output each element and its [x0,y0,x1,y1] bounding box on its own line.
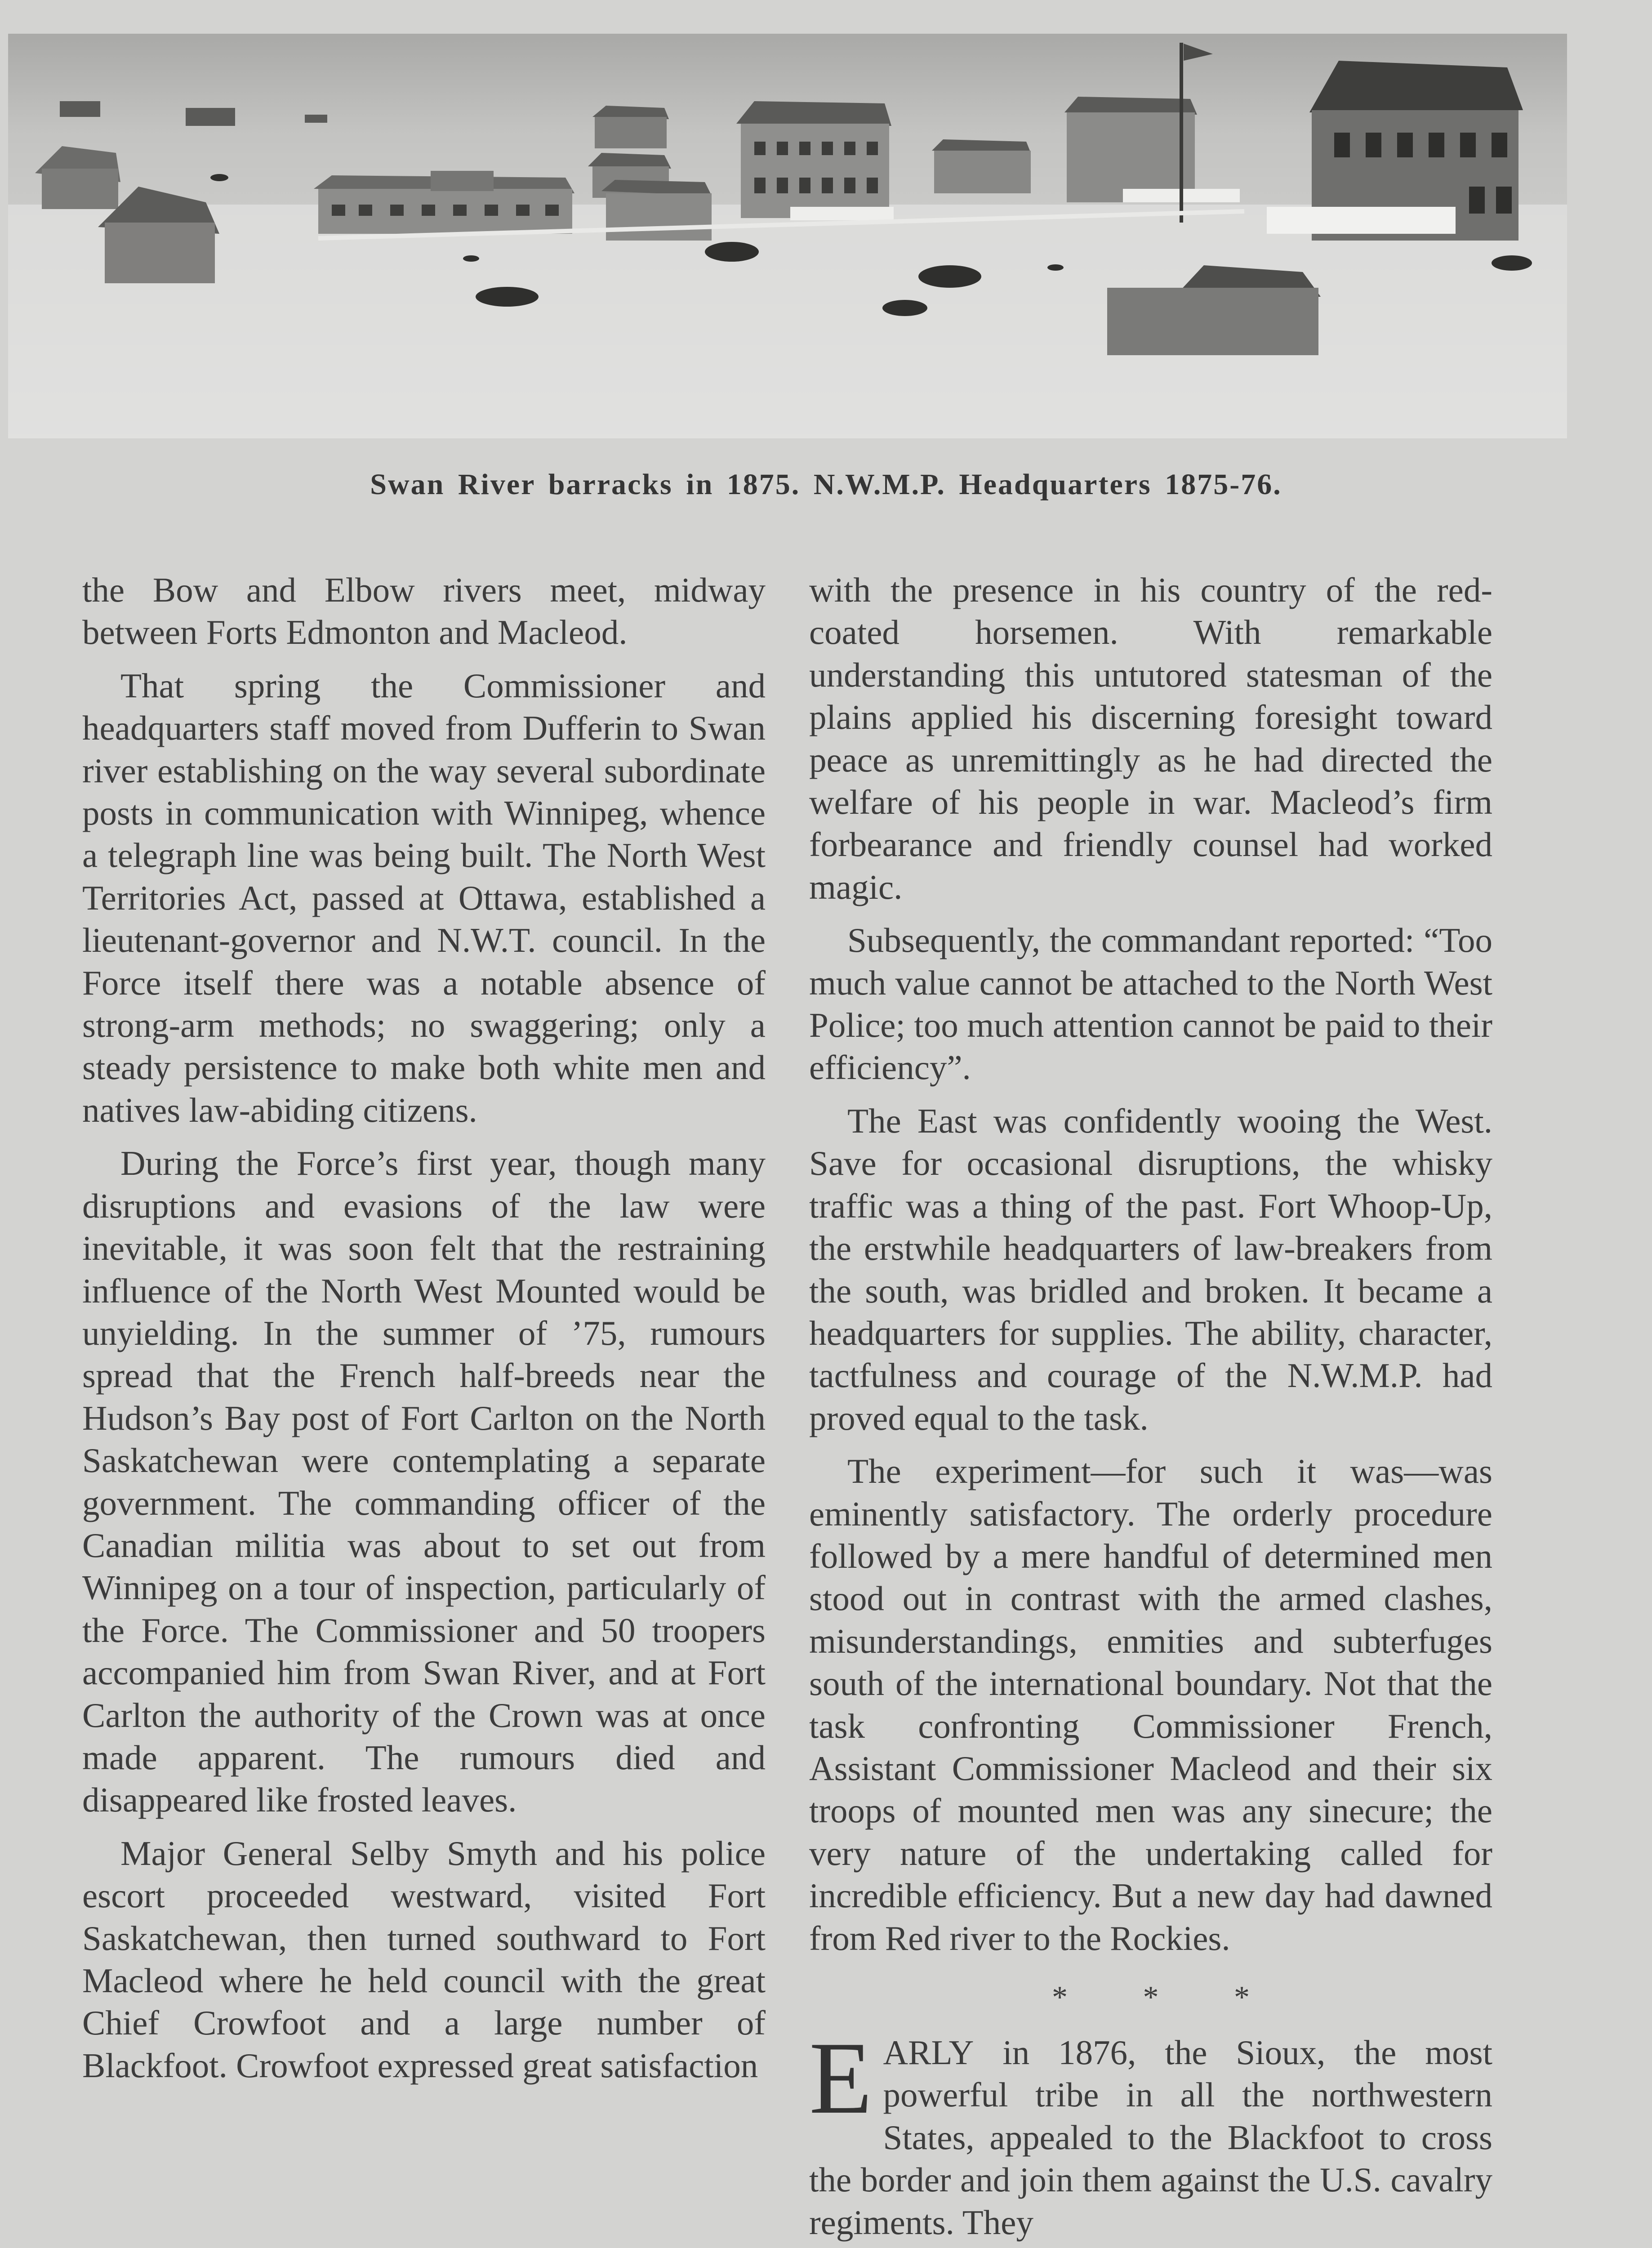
small-caps-lead: ARLY [883,2033,974,2072]
paragraph: Subsequently, the commandant reported: “Too much value cannot be attached to the North West Police; too much attention cannot be paid to their efficiency”. [809,921,1492,1087]
paragraph: the Bow and Elbow rivers meet, midway between Forts Edmonton and Macleod. [82,571,766,652]
photo-caption: Swan River barracks in 1875. N.W.M.P. Headquarters 1875-76. [370,468,1282,501]
section-separator: * * * [1052,1980,1250,2015]
paragraph-text: in 1876, the Sioux, the most powerful tribe in all the northwestern States, appealed to the Blackfoot to cross the border and join them against the U.S. cavalry regiments. They [809,2033,1492,2242]
left-column [82,569,766,2087]
paragraph: Major General Selby Smyth and his police escort proceeded westward, visited Fort Saskatchewan, then turned southward to Fort Macleod where he held council with the great Chief Crowfoot and a large number of Blackfoot. Crowfoot expressed great satisfaction [82,1833,766,2085]
barracks-photo [8,34,1567,438]
drop-cap-paragraph [809,2021,1492,2244]
paragraph: The experiment—for such it was—was eminently satisfactory. The orderly procedure followed by a mere handful of determined men stood out in contrast with the armed clashes, misunderstandings, enmities and subterfuges south of the international boundary. Not that the task confronting Commissioner French, Assistant Commissioner Macleod and their six troops of mounted men was any sinecure; the very nature of the undertaking called for incredible efficiency. But a new day had dawned from Red river to the Rockies. [809,1452,1492,1958]
drop-cap: E [809,2021,873,2135]
paragraph: with the presence in his country of the red-coated horsemen. With remarkable understanding this untutored statesman of the plains applied his discerning foresight toward peace as unremittingly as he had directed the welfare of his people in war. Macleod’s firm forbearance and friendly counsel had worked magic. [809,571,1492,906]
paragraph: During the Force’s first year, though many disruptions and evasions of the law were inevitable, it was soon felt that the restraining influence of the North West Mounted would be unyielding. In the summer of ’75, rumours spread that the French half-breeds near the Hudson’s Bay post of Fort Carlton on the North Saskatchewan were contemplating a separate government. The commanding officer of the Canadian militia was about to set out from Winnipeg on a tour of inspection, particularly of the Force. The Commissioner and 50 troopers accompanied him from Swan River, and at Fort Carlton the authority of the Crown was at once made apparent. The rumours died and disappeared like frosted leaves. [82,1144,766,1820]
right-column [809,569,1492,2244]
paragraph: The East was confidently wooing the West. Save for occasional disruptions, the whisky traffic was a thing of the past. Fort Whoop-Up, the erstwhile headquarters of law-breakers from the south, was bridled and broken. It became a headquarters for supplies. The ability, character, tactfulness and courage of the N.W.M.P. had proved equal to the task. [809,1101,1492,1437]
paragraph: That spring the Commissioner and headquarters staff moved from Dufferin to Swan river establishing on the way several subordinate posts in communication with Winnipeg, whence a telegraph line was being built. The North West Territories Act, passed at Ottawa, established a lieutenant-governor and N.W.T. council. In the Force itself there was a notable absence of strong-arm methods; no swaggering; only a steady persistence to make both white men and natives law-abiding citizens. [82,666,766,1129]
